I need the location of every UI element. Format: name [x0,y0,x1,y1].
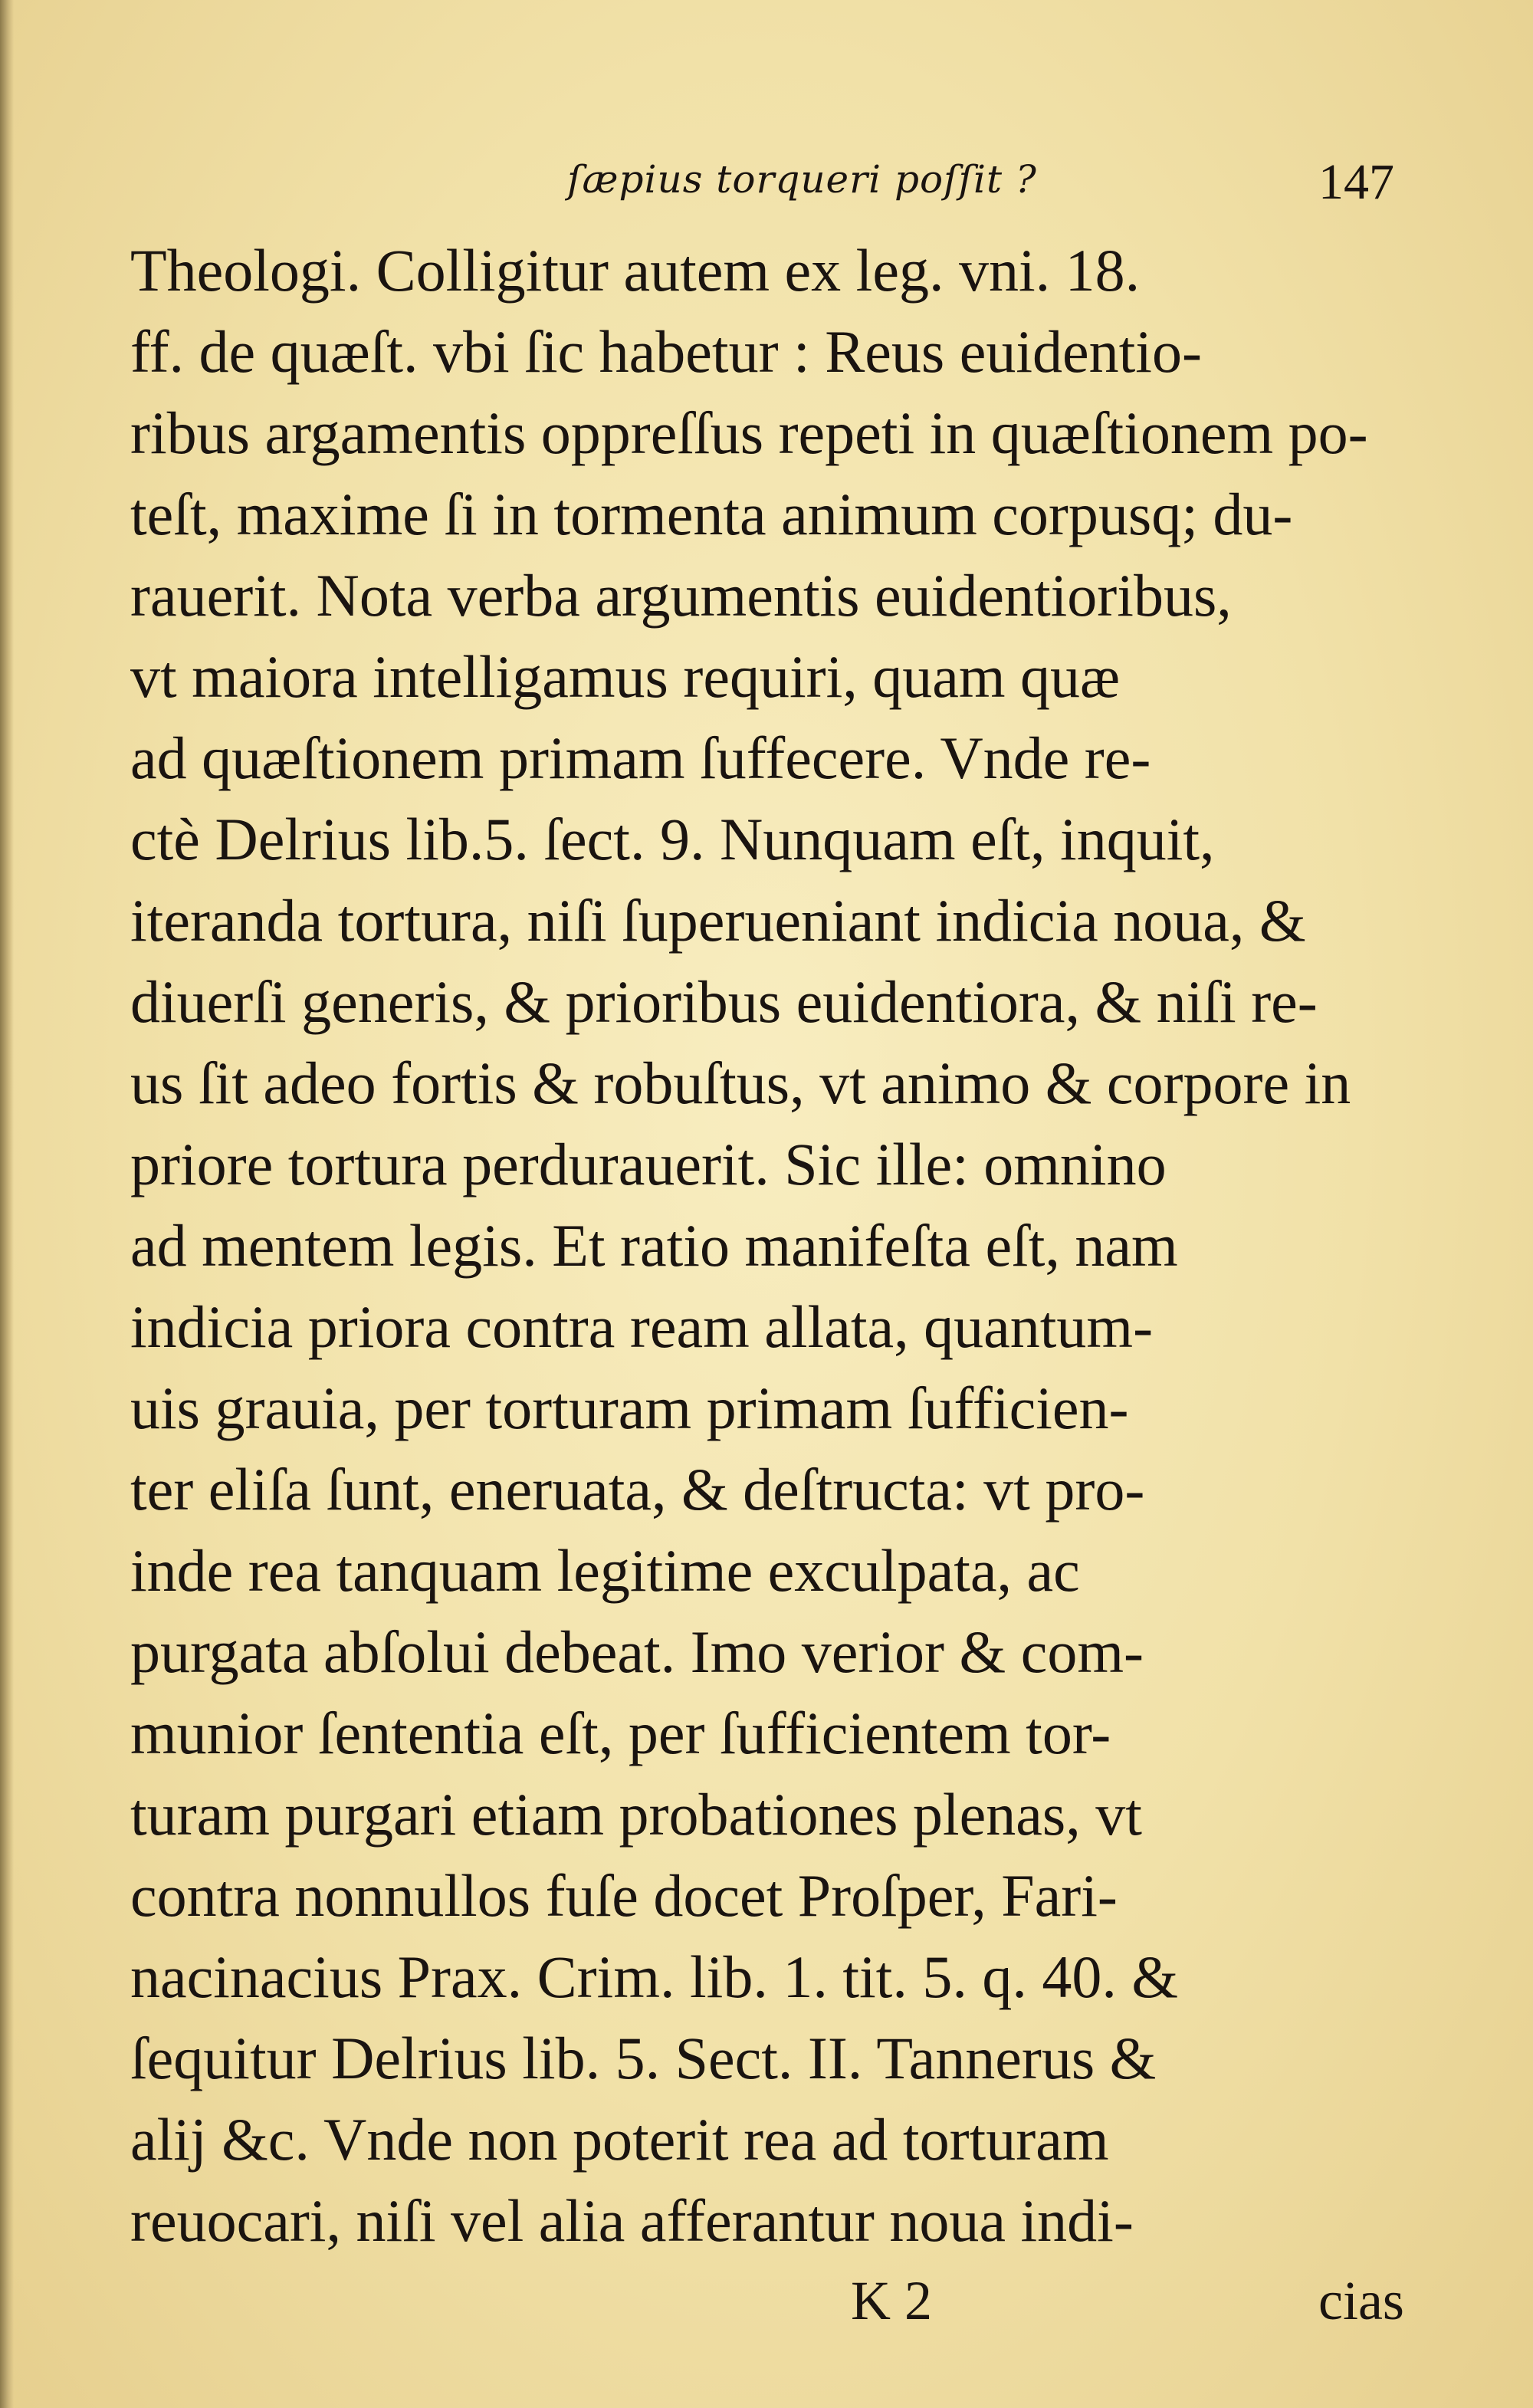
text-line: Theologi. Colligitur autem ex leg. vni. 18. [130,237,1141,304]
text-line: alij &c. Vnde non poterit rea ad torturam [130,2106,1109,2173]
text-line: purgata abſolui debeat. Imo verior & com- [130,1618,1144,1685]
running-head: ſæpius torqueri poſſit ? [567,157,1037,202]
text-line: ter eliſa ſunt, eneruata, & deſtructa: vt pro- [130,1456,1145,1523]
page-edge-shadow [0,0,14,2408]
text-line: indicia priora contra ream allata, quantum- [130,1293,1154,1360]
text-line: ſequitur Delrius lib. 5. Sect. II. Tannerus & [130,2025,1157,2091]
catchword: cias [1318,2270,1404,2331]
text-line: munior ſententia eſt, per ſufficientem tor- [130,1700,1111,1766]
text-line: vt maiora intelligamus requiri, quam quæ [130,643,1121,710]
text-line: teſt, maxime ſi in tormenta animum corpusq; du- [130,481,1293,547]
text-line: nacinacius Prax. Crim. lib. 1. tit. 5. q. 40. & [130,1943,1179,2010]
text-line: ribus argamentis oppreſſus repeti in quæſtionem po- [130,399,1368,466]
text-line: us ſit adeo fortis & robuſtus, vt animo & corpore in [130,1050,1351,1116]
signature-mark: K 2 [851,2270,932,2331]
text-line: uis grauia, per torturam primam ſufficien- [130,1375,1129,1441]
text-line: ad mentem legis. Et ratio manifeſta eſt, nam [130,1212,1178,1279]
text-line: priore tortura perdurauerit. Sic ille: omnino [130,1131,1167,1197]
text-line: turam purgari etiam probationes plenas, vt [130,1781,1142,1848]
text-line: rauerit. Nota verba argumentis euidentioribus, [130,562,1232,629]
page-number: 147 [1318,154,1394,210]
text-line: ad quæſtionem primam ſuffecere. Vnde re- [130,724,1151,791]
text-line: iteranda tortura, niſi ſuperueniant indicia noua, & [130,887,1306,954]
text-line: inde rea tanquam legitime exculpata, ac [130,1537,1080,1604]
text-line: ctè Delrius lib.5. ſect. 9. Nunquam eſt, inquit, [130,806,1215,872]
text-line: ff. de quæſt. vbi ſic habetur : Reus euidentio- [130,318,1202,385]
text-line: reuocari, niſi vel alia afferantur noua indi- [130,2187,1134,2254]
text-line: diuerſi generis, & prioribus euidentiora, & niſi re- [130,968,1318,1035]
text-line: contra nonnullos fuſe docet Proſper, Fari- [130,1862,1118,1929]
